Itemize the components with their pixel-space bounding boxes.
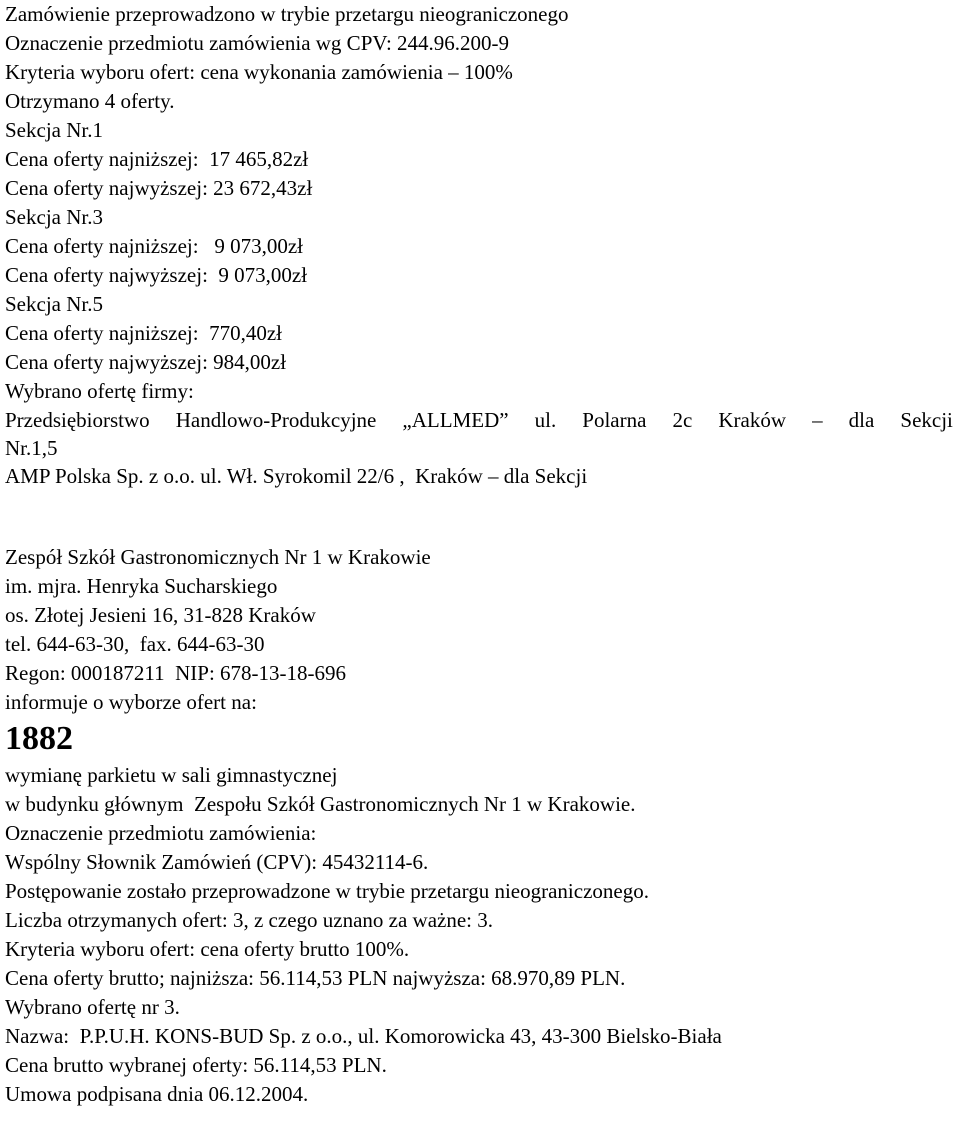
notice-2: [5, 543, 955, 1109]
section-1-lowest-price: Cena oferty najniższej: 17 465,82zł: [5, 147, 309, 171]
cpv-code-line: Wspólny Słownik Zamówień (CPV): 45432114-6.: [5, 850, 429, 874]
contract-date-line: Umowa podpisana dnia 06.12.2004.: [5, 1082, 309, 1106]
section-3-heading: Sekcja Nr.3: [5, 205, 103, 229]
procedure-line: Postępowanie zostało przeprowadzone w trybie przetargu nieograniczonego.: [5, 879, 649, 903]
subject-designation-label: Oznaczenie przedmiotu zamówienia:: [5, 821, 317, 845]
school-address: os. Złotej Jesieni 16, 31-828 Kraków: [5, 603, 316, 627]
winner-1-line: [5, 406, 953, 435]
section-3-lowest-price: Cena oferty najniższej: 9 073,00zł: [5, 234, 303, 258]
contractor-line: Nazwa: P.P.U.H. KONS-BUD Sp. z o.o., ul. Komorowicka 43, 43-300 Bielsko-Biała: [5, 1024, 722, 1048]
school-regon-nip: Regon: 000187211 NIP: 678-13-18-696: [5, 661, 347, 685]
school-phone-fax: tel. 644-63-30, fax. 644-63-30: [5, 632, 265, 656]
offers-count-line: Liczba otrzymanych ofert: 3, z czego uznano za ważne: 3.: [5, 908, 494, 932]
criteria-line: Kryteria wyboru ofert: cena wykonania zamówienia – 100%: [5, 60, 513, 84]
school-name: Zespół Szkół Gastronomicznych Nr 1 w Krakowie: [5, 545, 431, 569]
winner-1-word: Przedsiębiorstwo: [5, 408, 150, 432]
selected-offer-label: Wybrano ofertę firmy:: [5, 379, 194, 403]
section-gap: [5, 491, 955, 543]
section-5-lowest-price: Cena oferty najniższej: 770,40zł: [5, 321, 282, 345]
selected-offer-line: Wybrano ofertę nr 3.: [5, 995, 180, 1019]
informs-label: informuje o wyborze ofert na:: [5, 690, 257, 714]
notice-1: [5, 0, 955, 491]
winner-1-word: Kraków: [718, 408, 787, 432]
winner-1-word: „ALLMED”: [402, 408, 509, 432]
winner-1-word: 2c: [672, 408, 693, 432]
school-patron: im. mjra. Henryka Sucharskiego: [5, 574, 278, 598]
winner-1-word: Polarna: [582, 408, 647, 432]
procedure-mode-line: Zamówienie przeprowadzono w trybie przetargu nieograniczonego: [5, 2, 569, 26]
winner-1-word: dla: [848, 408, 875, 432]
section-1-heading: Sekcja Nr.1: [5, 118, 103, 142]
price-range-line: Cena oferty brutto; najniższa: 56.114,53 PLN najwyższa: 68.970,89 PLN.: [5, 966, 626, 990]
section-1-highest-price: Cena oferty najwyższej: 23 672,43zł: [5, 176, 313, 200]
document-page: [5, 0, 955, 1109]
section-5-heading: Sekcja Nr.5: [5, 292, 103, 316]
winner-1-word: Sekcji: [900, 408, 953, 432]
subject-location-line: w budynku głównym Zespołu Szkół Gastronomicznych Nr 1 w Krakowie.: [5, 792, 636, 816]
criteria-line-2: Kryteria wyboru ofert: cena oferty brutto 100%.: [5, 937, 410, 961]
section-5-highest-price: Cena oferty najwyższej: 984,00zł: [5, 350, 287, 374]
winner-1-word: ul.: [534, 408, 557, 432]
winner-1-word: –: [812, 408, 823, 432]
section-3-highest-price: Cena oferty najwyższej: 9 073,00zł: [5, 263, 308, 287]
winner-1-continuation: Nr.1,5: [5, 436, 58, 460]
cpv-line: Oznaczenie przedmiotu zamówienia wg CPV: 244.96.200-9: [5, 31, 510, 55]
notice-number: 1882: [5, 720, 73, 757]
selected-price-line: Cena brutto wybranej oferty: 56.114,53 PLN.: [5, 1053, 387, 1077]
winner-1-word: Handlowo-Produkcyjne: [175, 408, 377, 432]
subject-line: wymianę parkietu w sali gimnastycznej: [5, 763, 338, 787]
offers-received-line: Otrzymano 4 oferty.: [5, 89, 175, 113]
winner-2-line: AMP Polska Sp. z o.o. ul. Wł. Syrokomil 22/6 , Kraków – dla Sekcji: [5, 464, 588, 488]
